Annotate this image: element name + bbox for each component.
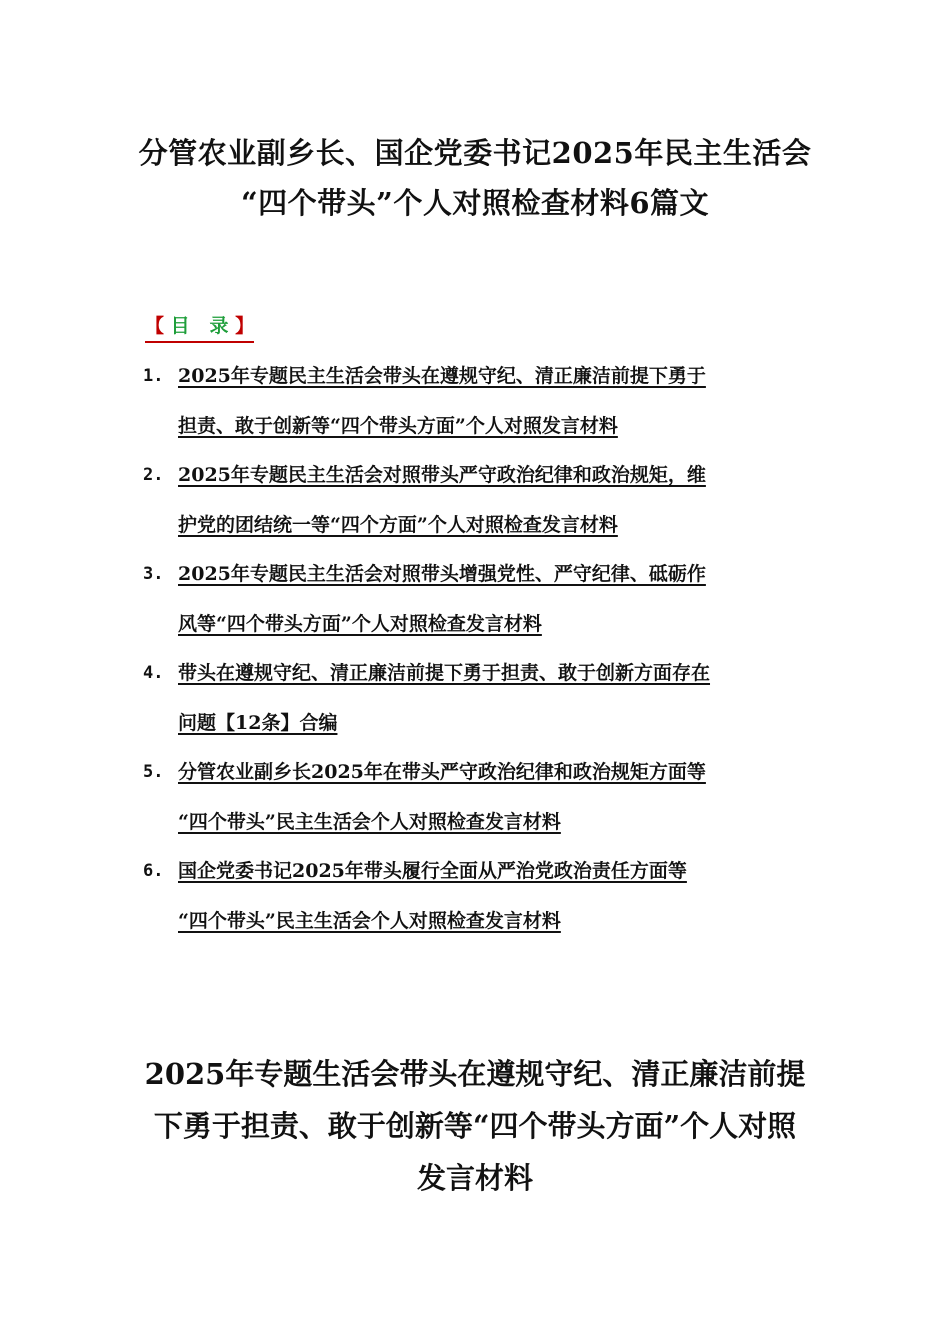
toc-item-3[interactable] <box>143 550 823 649</box>
document-title-line-1: 分管农业副乡长、国企党委书记2025年民主生活会 <box>138 136 812 170</box>
toc-item-link-line[interactable]: 2025年专题民主生活会带头在遵规守纪、清正廉洁前提下勇于 <box>178 365 706 387</box>
toc-item-link-line[interactable]: 带头在遵规守纪、清正廉洁前提下勇于担责、敢于创新方面存在 <box>178 662 711 684</box>
toc-item-number: 4. <box>143 663 164 683</box>
toc-heading <box>145 312 254 343</box>
section-title-line-2: 下勇于担责、敢于创新等“四个带头方面”个人对照 <box>153 1109 797 1143</box>
toc-open-bracket: 【 <box>145 315 165 337</box>
toc-item-number: 1. <box>143 366 164 386</box>
toc-item-link-line[interactable]: 问题【12条】合编 <box>178 711 338 734</box>
section-title-line-3: 发言材料 <box>416 1161 533 1195</box>
toc-item-1[interactable] <box>143 352 823 451</box>
toc-list <box>143 352 823 946</box>
section-title-line-1: 2025年专题生活会带头在遵规守纪、清正廉洁前提 <box>144 1057 806 1091</box>
toc-item-link-line[interactable]: 2025年专题民主生活会对照带头严守政治纪律和政治规矩，维 <box>178 464 706 486</box>
toc-item-number: 5. <box>143 762 164 782</box>
document-title-line-2: “四个带头”个人对照检查材料6篇文 <box>240 186 710 220</box>
toc-item-link-line[interactable]: 护党的团结统一等“四个方面”个人对照检查发言材料 <box>178 513 618 536</box>
toc-item-link-line[interactable]: “四个带头”民主生活会个人对照检查发言材料 <box>178 909 561 932</box>
toc-item-link-line[interactable]: 担责、敢于创新等“四个带头方面”个人对照发言材料 <box>178 414 618 437</box>
toc-item-2[interactable] <box>143 451 823 550</box>
section-title <box>60 1048 890 1204</box>
toc-item-link-line[interactable]: 分管农业副乡长2025年在带头严守政治纪律和政治规矩方面等 <box>178 761 706 783</box>
toc-item-link-line[interactable]: “四个带头”民主生活会个人对照检查发言材料 <box>178 810 561 833</box>
document-title <box>60 128 890 228</box>
toc-item-number: 6. <box>143 861 164 881</box>
toc-item-5[interactable] <box>143 748 823 847</box>
toc-item-number: 3. <box>143 564 164 584</box>
toc-item-4[interactable] <box>143 649 823 748</box>
toc-word-1: 目 <box>170 315 190 337</box>
toc-item-number: 2. <box>143 465 164 485</box>
toc-close-bracket: 】 <box>235 315 255 337</box>
toc-word-2: 录 <box>209 315 229 337</box>
toc-item-link-line[interactable]: 风等“四个带头方面”个人对照检查发言材料 <box>178 612 542 635</box>
toc-item-link-line[interactable]: 国企党委书记2025年带头履行全面从严治党政治责任方面等 <box>178 860 687 882</box>
toc-item-link-line[interactable]: 2025年专题民主生活会对照带头增强党性、严守纪律、砥砺作 <box>178 563 706 585</box>
toc-item-6[interactable] <box>143 847 823 946</box>
